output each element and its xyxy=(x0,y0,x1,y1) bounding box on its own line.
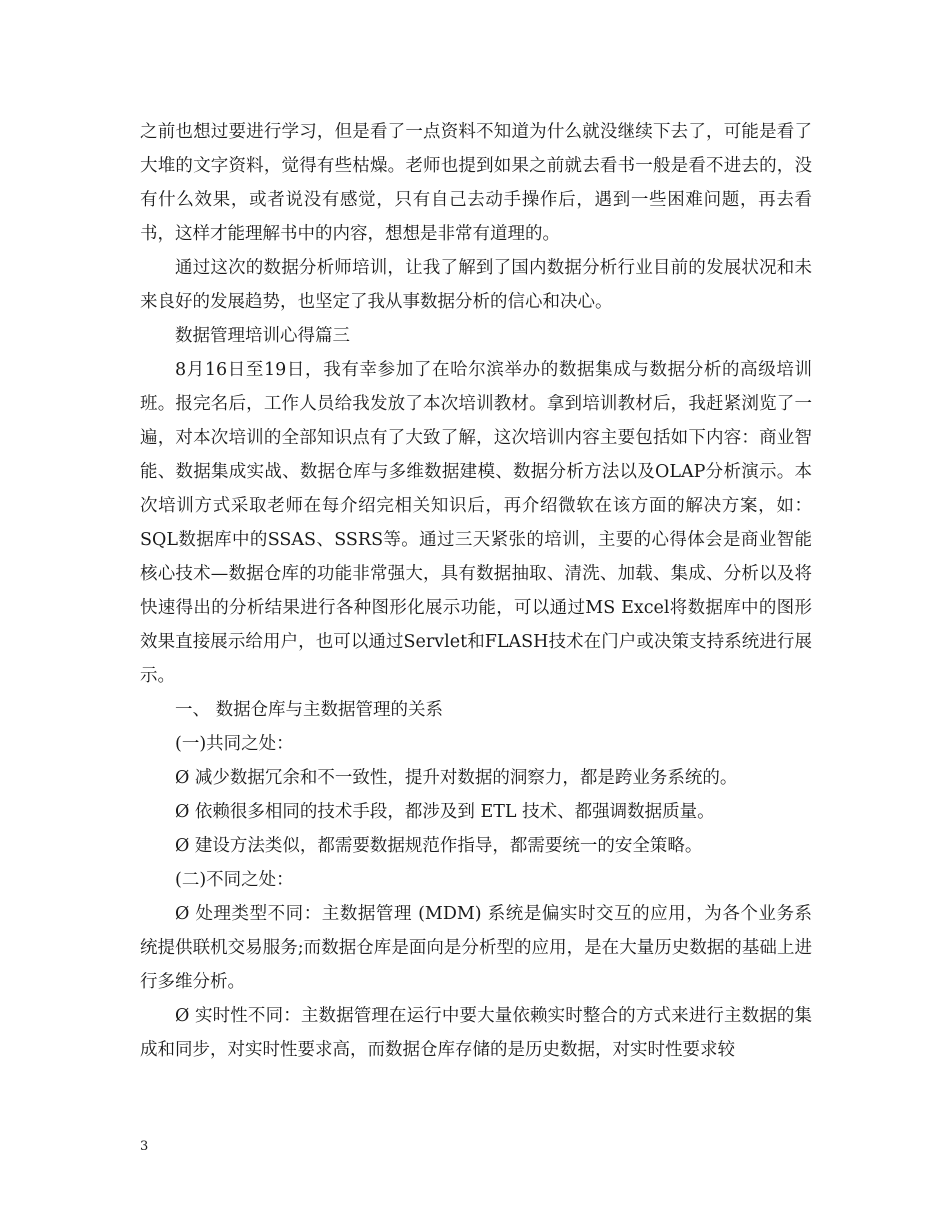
list-item-difference-2: Ø 实时性不同：主数据管理在运行中要大量依赖实时整合的方式来进行主数据的集成和同步，对实时性要求高，而数据仓库存储的是历史数据，对实时性要求较 xyxy=(140,1006,812,1060)
section-heading-part-three: 数据管理培训心得篇三 xyxy=(175,326,350,346)
subheading-differences: (二)不同之处： xyxy=(175,870,294,890)
subheading-dw-mdm-relationship: 一、 数据仓库与主数据管理的关系 xyxy=(175,700,444,720)
paragraph-study-reflection: 之前也想过要进行学习，但是看了一点资料不知道为什么就没继续下去了，可能是看了大堆的文字资料，觉得有些枯燥。老师也提到如果之前就去看书一般是看不进去的，没有什么效果，或者说没有感觉，只有自己去动手操作后，遇到一些困难问题，再去看书，这样才能理解书中的内容，想想是非常有道理的。 xyxy=(140,122,812,244)
paragraph-training-conclusion: 通过这次的数据分析师培训，让我了解到了国内数据分析行业目前的发展状况和未来良好的发展趋势，也坚定了我从事数据分析的信心和决心。 xyxy=(140,258,812,312)
page-number: 3 xyxy=(140,1139,149,1154)
paragraph-training-overview: 8月16日至19日，我有幸参加了在哈尔滨举办的数据集成与数据分析的高级培训班。报完名后，工作人员给我发放了本次培训教材。拿到培训教材后，我赶紧浏览了一遍，对本次培训的全部知识点有了大致了解，这次培训内容主要包括如下内容：商业智能、数据集成实战、数据仓库与多维数据建模、数据分析方法以及OLAP分析演示。本次培训方式采取老师在每介绍完相关知识后，再介绍微软在该方面的解决方案，如：SQL数据库中的SSAS、SSRS等。通过三天紧张的培训，主要的心得体会是商业智能核心技术—数据仓库的功能非常强大，具有数据抽取、清洗、加载、集成、分析以及将快速得出的分析结果进行各种图形化展示功能，可以通过MS Excel将数据库中的图形效果直接展示给用户，也可以通过Servlet和FLASH技术在门户或决策支持系统进行展示。 xyxy=(140,360,812,686)
list-item-similarity-3: Ø 建设方法类似，都需要数据规范作指导，都需要统一的安全策略。 xyxy=(175,836,703,856)
list-item-similarity-2: Ø 依赖很多相同的技术手段，都涉及到 ETL 技术、都强调数据质量。 xyxy=(175,802,715,822)
list-item-similarity-1: Ø 减少数据冗余和不一致性，提升对数据的洞察力，都是跨业务系统的。 xyxy=(175,768,738,788)
list-item-difference-1: Ø 处理类型不同：主数据管理 (MDM) 系统是偏实时交互的应用，为各个业务系统提供联机交易服务;而数据仓库是面向是分析型的应用，是在大量历史数据的基础上进行多维分析。 xyxy=(140,904,812,992)
subheading-similarities: (一)共同之处： xyxy=(175,734,294,754)
document-body xyxy=(140,115,812,1067)
